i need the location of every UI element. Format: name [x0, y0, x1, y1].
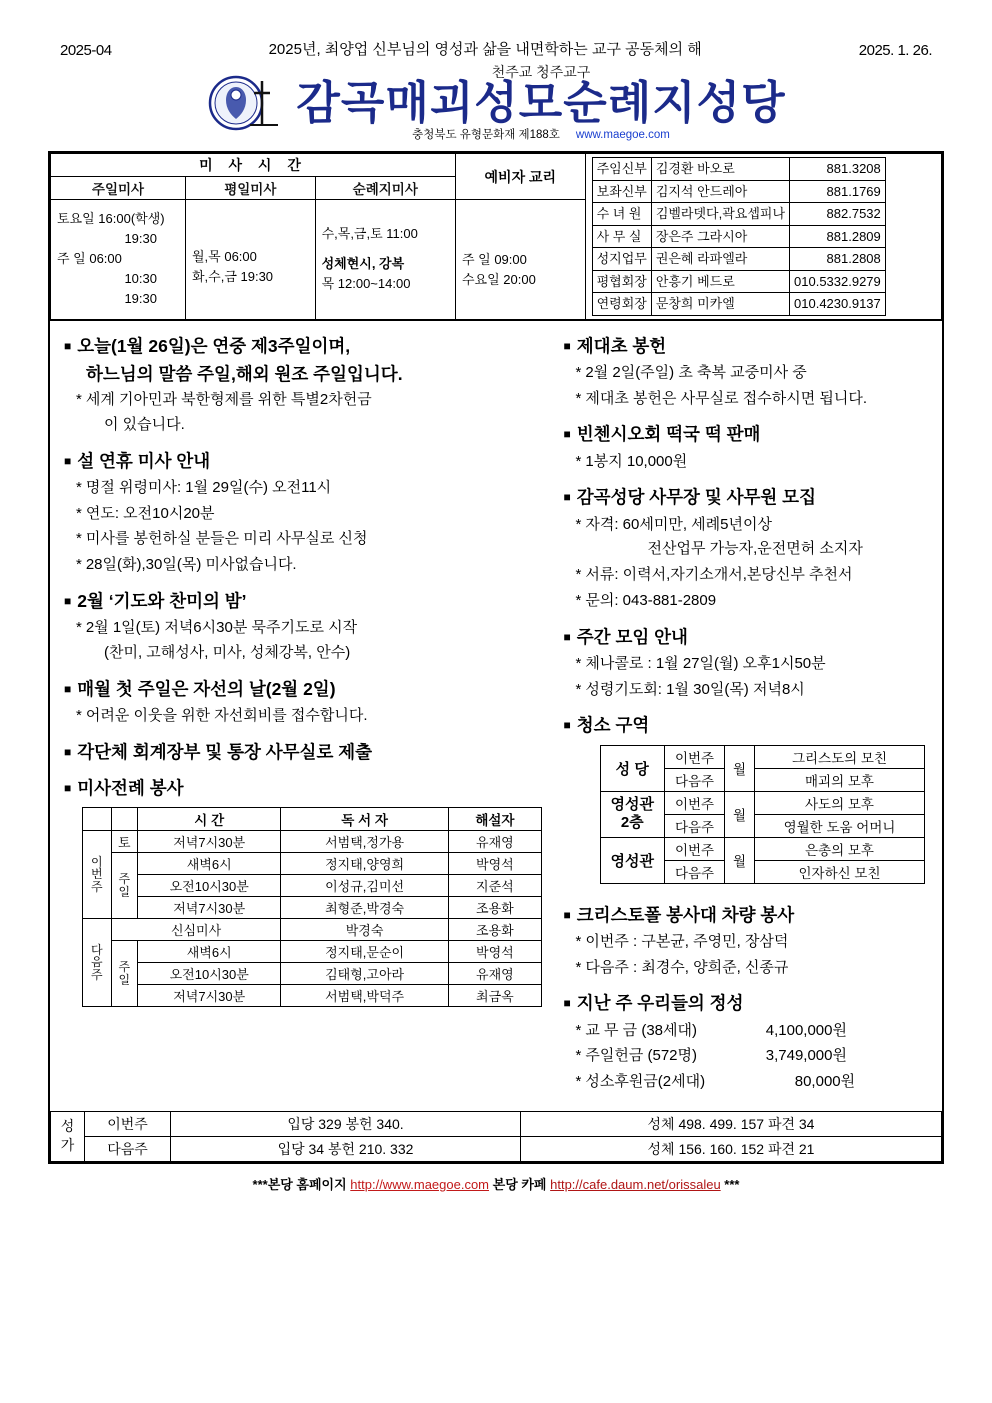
lit-narrator: 조용화 [448, 919, 541, 941]
sunday-time: 주 일 06:00 [57, 251, 122, 267]
hymn-table [50, 1111, 942, 1162]
notice-today [64, 333, 540, 438]
church-title: 감곡매괴성모순례지성당 [296, 77, 786, 128]
lit-reader: 서범택,정가용 [281, 831, 448, 853]
cleaning-month: 월 [725, 837, 755, 883]
lit-reader: 김태형,고아라 [281, 963, 448, 985]
offering-label: 교 무 금 (38세대) [585, 1021, 697, 1039]
notice-christopher-drivers [564, 902, 932, 981]
contact-phone: 881.3208 [790, 158, 886, 181]
weekday-mass-times [186, 200, 316, 320]
star-icon: * [575, 1073, 582, 1090]
bullet-icon: ■ [563, 996, 571, 1011]
notice-last-week-offering [564, 990, 932, 1095]
star-icon: * [575, 389, 582, 407]
notice-staff-recruitment [564, 484, 932, 613]
notice-head: 제대초 봉헌 [576, 335, 667, 356]
bulletin-frame [48, 151, 944, 1164]
adoration-time: 목 12:00~14:00 [321, 276, 411, 292]
liturgy-service-table [82, 807, 542, 1007]
table-row [83, 919, 542, 941]
star-icon: * [575, 452, 582, 470]
star-icon: * [575, 654, 582, 672]
table-row [83, 897, 542, 919]
contact-row [592, 158, 885, 181]
hymn-week: 다음주 [85, 1136, 171, 1161]
sunday-time: 19:30 [124, 231, 157, 247]
notice-head: 청소 구역 [576, 715, 650, 736]
sunday-time: 10:30 [124, 271, 157, 287]
contact-phone: 881.2809 [790, 225, 886, 248]
contact-phone: 881.2808 [790, 248, 886, 271]
cleaning-next-week: 다음주 [665, 860, 725, 883]
lit-reader: 이성규,김미선 [281, 875, 448, 897]
star-icon: * [575, 932, 582, 950]
notice-head-line2: 하느님의 말씀 주일,해외 원조 주일입니다. [86, 363, 403, 384]
star-icon: * [575, 363, 582, 381]
notice-sub: 다음주 : 최경수, 양희준, 신종규 [585, 958, 789, 976]
contact-phone: 881.1769 [790, 180, 886, 203]
pilgrim-time: 수,목,금,토 11:00 [321, 226, 418, 242]
notice-sub: 세계 기아민과 북한형제를 위한 특별2차헌금 [85, 391, 372, 408]
bullet-icon: ■ [563, 490, 571, 505]
notice-head: 2월 ‘기도와 찬미의 밤’ [77, 590, 247, 611]
cleaning-area: 성 당 [600, 745, 664, 791]
footer-prefix: ***본당 홈페이지 [252, 1176, 347, 1192]
notice-sub: 어려운 이웃을 위한 자선회비를 접수합니다. [85, 706, 368, 724]
bullet-icon: ■ [64, 338, 72, 353]
lit-narrator: 지준석 [448, 875, 541, 897]
catechumen-time: 주 일 09:00 [461, 252, 527, 268]
bullet-icon: ■ [563, 718, 571, 733]
lit-col-reader: 독 서 자 [281, 808, 448, 831]
lit-narrator: 유재영 [448, 831, 541, 853]
footer-middle: 본당 카페 [492, 1176, 547, 1192]
lit-sunday-label: 주일 [111, 853, 137, 919]
lit-reader: 서범택,박덕주 [281, 985, 448, 1007]
catechumen-times [455, 200, 585, 320]
hymn-communion-recessional: 성체 498. 499. 157 파견 34 [521, 1111, 942, 1136]
table-row [51, 1111, 942, 1136]
bullet-icon: ■ [64, 593, 72, 608]
table-row [83, 963, 542, 985]
cleaning-group: 은총의 모후 [755, 837, 925, 860]
lit-reader: 박경숙 [281, 919, 448, 941]
footer-links [0, 1174, 992, 1193]
table-row [83, 853, 542, 875]
notice-charity-day [64, 676, 540, 729]
notice-cleaning-area [564, 712, 932, 883]
notice-sub-cont: 전산업무 가능자,운전면허 소지자 [647, 540, 863, 558]
lit-narrator: 유재영 [448, 963, 541, 985]
lit-special-mass: 신심미사 [111, 919, 281, 941]
hymn-communion-recessional: 성체 156. 160. 152 파견 21 [521, 1136, 942, 1161]
notice-sub: 미사를 봉헌하실 분들은 미리 사무실로 신청 [85, 530, 368, 548]
lit-next-week-label: 다음주 [83, 919, 112, 1007]
contact-role: 성지업무 [592, 248, 651, 271]
bullet-icon: ■ [563, 338, 571, 353]
lit-time: 저녁7시30분 [137, 897, 280, 919]
weekday-time: 월,목 06:00 [192, 249, 257, 265]
notice-sub: 체나콜로 : 1월 27일(월) 오후1시50분 [585, 654, 826, 672]
lit-col-time: 시 간 [137, 808, 280, 831]
notice-prayer-night [64, 588, 540, 666]
notice-sub: 제대초 봉헌은 사무실로 접수하시면 됩니다. [585, 389, 868, 407]
star-icon: * [76, 619, 82, 636]
offering-label: 주일헌금 (572명) [585, 1047, 697, 1065]
contact-name: 김지석 안드레아 [651, 180, 789, 203]
contact-role: 연령회장 [592, 293, 651, 316]
notice-lunar-holiday [64, 448, 540, 578]
contact-name: 문창희 미카엘 [651, 293, 789, 316]
offering-amount: 3,749,000원 [765, 1047, 847, 1065]
contact-row [592, 270, 885, 293]
notice-head: 미사전례 봉사 [77, 777, 184, 798]
contact-role: 수 녀 원 [592, 203, 651, 226]
cleaning-month: 월 [725, 791, 755, 837]
lit-narrator: 박영석 [448, 941, 541, 963]
mass-time-title: 미 사 시 간 [51, 154, 456, 177]
notice-head: 오늘(1월 26일)은 연중 제3주일이며, [77, 335, 351, 356]
notice-head: 감곡성당 사무장 및 사무원 모집 [576, 487, 816, 508]
mass-schedule-table [50, 153, 942, 320]
adoration-label: 성체현시, 강복 [321, 256, 405, 272]
cleaning-next-week: 다음주 [665, 768, 725, 791]
right-column [550, 321, 942, 1111]
cafe-link[interactable]: http://cafe.daum.net/orissaleu [550, 1176, 721, 1192]
offering-amount: 4,100,000원 [765, 1021, 847, 1039]
col-weekday-mass: 평일미사 [186, 177, 316, 200]
hymn-week: 이번주 [85, 1111, 171, 1136]
bullet-icon: ■ [64, 780, 72, 795]
table-row [83, 985, 542, 1007]
lit-narrator: 박영석 [448, 853, 541, 875]
cleaning-month: 월 [725, 745, 755, 791]
weekday-time: 화,수,금 19:30 [192, 269, 274, 285]
notice-altar-candle [564, 333, 932, 412]
hymn-label: 성 가 [51, 1111, 85, 1161]
hymn-entrance-offertory: 입당 329 봉헌 340. [171, 1111, 521, 1136]
star-icon: * [575, 1047, 582, 1065]
notice-head: 주간 모임 안내 [576, 626, 688, 647]
star-icon: * [575, 1021, 582, 1039]
lit-narrator: 조용화 [448, 897, 541, 919]
footer-suffix: *** [724, 1176, 740, 1192]
star-icon: * [76, 706, 82, 724]
col-sunday-mass: 주일미사 [51, 177, 186, 200]
sunday-time: 19:30 [124, 291, 157, 307]
notice-sub: 자격: 60세미만, 세례5년이상 [585, 515, 772, 533]
table-row [600, 791, 924, 814]
contact-name: 김경환 바오로 [651, 158, 789, 181]
cleaning-this-week: 이번주 [665, 837, 725, 860]
notice-liturgy-service [64, 775, 540, 1007]
notice-head: 각단체 회계장부 및 통장 사무실로 제출 [77, 741, 373, 762]
notice-sub-cont: (찬미, 고해성사, 미사, 성체강복, 안수) [104, 643, 351, 661]
catechumen-time: 수요일 20:00 [461, 272, 536, 288]
offering-label: 성소후원금(2세대) [585, 1073, 706, 1090]
contact-name: 장은주 그라시아 [651, 225, 789, 248]
bullet-icon: ■ [563, 629, 571, 644]
heritage-label: 충청북도 유형문화재 제188호 [412, 128, 560, 141]
star-icon: * [76, 478, 82, 496]
notice-accounting-submit [64, 739, 540, 765]
contact-row [592, 180, 885, 203]
sunday-mass-times [51, 200, 186, 320]
notice-sub: 문의: 043-881-2809 [585, 591, 717, 609]
cleaning-group: 그리스도의 모친 [755, 745, 925, 768]
homepage-link[interactable]: http://www.maegoe.com [350, 1176, 490, 1192]
contact-role: 평협회장 [592, 270, 651, 293]
notice-head: 빈첸시오회 떡국 떡 판매 [576, 424, 761, 445]
contact-name: 권은혜 라파엘라 [651, 248, 789, 271]
bullet-icon: ■ [64, 744, 72, 759]
lit-reader: 정지태,문순이 [281, 941, 448, 963]
church-emblem-icon [206, 71, 286, 135]
table-row [51, 1136, 942, 1161]
cleaning-table [600, 745, 925, 884]
cleaning-area: 영성관 2층 [600, 791, 664, 837]
notice-sub-cont: 이 있습니다. [104, 415, 185, 433]
notice-sub: 2월 2일(주일) 초 축복 교중미사 중 [585, 363, 807, 381]
lit-col-narrator: 해설자 [448, 808, 541, 831]
lit-time: 저녁7시30분 [137, 985, 280, 1007]
lit-day: 토 [111, 831, 137, 853]
contact-row [592, 293, 885, 316]
year-slogan: 2025년, 최양업 신부님의 영성과 삶을 내면학하는 교구 공동체의 해 [268, 41, 702, 58]
notice-sub: 28일(화),30일(목) 미사없습니다. [85, 556, 297, 573]
bullet-icon: ■ [64, 681, 72, 696]
pilgrim-mass-times [315, 200, 455, 320]
table-row [600, 837, 924, 860]
contact-name: 안흥기 베드로 [651, 270, 789, 293]
cleaning-group: 매괴의 모후 [755, 768, 925, 791]
contact-row [592, 225, 885, 248]
lit-sunday-label: 주일 [111, 941, 137, 1007]
notice-sub: 서류: 이력서,자기소개서,본당신부 추천서 [585, 566, 853, 583]
lit-reader: 정지태,양영희 [281, 853, 448, 875]
lit-reader: 최형준,박경숙 [281, 897, 448, 919]
notice-head: 지난 주 우리들의 정성 [576, 993, 744, 1014]
bullet-icon: ■ [64, 453, 72, 468]
lit-time: 새벽6시 [137, 941, 280, 963]
lit-time: 저녁7시30분 [137, 831, 280, 853]
notice-weekly-meetings [564, 624, 932, 703]
notice-sub: 1봉지 10,000원 [585, 452, 688, 470]
bullet-icon: ■ [563, 427, 571, 442]
notice-sub: 연도: 오전10시20분 [85, 504, 215, 522]
notice-head: 매월 첫 주일은 자선의 날(2월 2일) [77, 678, 336, 699]
cleaning-this-week: 이번주 [665, 791, 725, 814]
cleaning-next-week: 다음주 [665, 814, 725, 837]
bulletin-body [50, 320, 942, 1111]
table-row [83, 875, 542, 897]
cleaning-area: 영성관 [600, 837, 664, 883]
notice-sub: 성령기도회: 1월 30일(목) 저녁8시 [585, 680, 805, 698]
contact-phone: 010.5332.9279 [790, 270, 886, 293]
notice-sub: 2월 1일(토) 저녁6시30분 묵주기도로 시작 [85, 619, 358, 636]
cleaning-group: 영월한 도움 어머니 [755, 814, 925, 837]
notice-head: 크리스토폴 봉사대 차량 봉사 [576, 904, 795, 925]
website-link[interactable]: www.maegoe.com [575, 128, 670, 141]
left-column [50, 321, 550, 1111]
masthead [0, 65, 992, 141]
lit-this-week-label: 이번주 [83, 831, 112, 919]
contact-role: 보좌신부 [592, 180, 651, 203]
star-icon: * [575, 515, 582, 533]
offering-amount: 80,000원 [794, 1073, 856, 1090]
contact-row [592, 203, 885, 226]
bullet-icon: ■ [563, 907, 571, 922]
contact-name: 김벨라뎃다,곽요셉피나 [651, 203, 789, 226]
star-icon: * [575, 680, 582, 698]
cleaning-group: 사도의 모후 [755, 791, 925, 814]
lit-time: 오전10시30분 [137, 875, 280, 897]
top-header-line [0, 0, 992, 59]
diocese-name: 천주교 청주교구 [491, 64, 591, 80]
star-icon: * [76, 504, 82, 522]
contacts-table [592, 157, 886, 316]
issue-number: 2025-04 [60, 42, 112, 59]
contact-phone: 010.4230.9137 [790, 293, 886, 316]
star-icon: * [76, 391, 82, 408]
star-icon: * [76, 556, 82, 573]
cleaning-this-week: 이번주 [665, 745, 725, 768]
lit-time: 새벽6시 [137, 853, 280, 875]
contacts-cell [585, 154, 941, 320]
sunday-time: 토요일 16:00(학생) [57, 210, 165, 226]
notice-head: 설 연휴 미사 안내 [77, 450, 211, 471]
issue-date: 2025. 1. 26. [858, 42, 932, 59]
col-pilgrim-mass: 순례지미사 [315, 177, 455, 200]
hymn-entrance-offertory: 입당 34 봉헌 210. 332 [171, 1136, 521, 1161]
contact-role: 주임신부 [592, 158, 651, 181]
catechumen-header: 예비자 교리 [455, 154, 585, 200]
contact-phone: 882.7532 [790, 203, 886, 226]
lit-time: 오전10시30분 [137, 963, 280, 985]
table-row [83, 831, 542, 853]
notice-sub: 명절 위령미사: 1월 29일(수) 오전11시 [85, 478, 332, 496]
notice-rice-cake-sale [564, 421, 932, 474]
star-icon: * [575, 566, 582, 583]
star-icon: * [76, 530, 82, 548]
star-icon: * [575, 591, 582, 609]
contact-row [592, 248, 885, 271]
table-row [600, 745, 924, 768]
lit-narrator: 최금옥 [448, 985, 541, 1007]
star-icon: * [575, 958, 582, 976]
cleaning-group: 인자하신 모친 [755, 860, 925, 883]
table-row [83, 941, 542, 963]
notice-sub: 이번주 : 구본균, 주영민, 장삼덕 [585, 932, 789, 950]
contact-role: 사 무 실 [592, 225, 651, 248]
